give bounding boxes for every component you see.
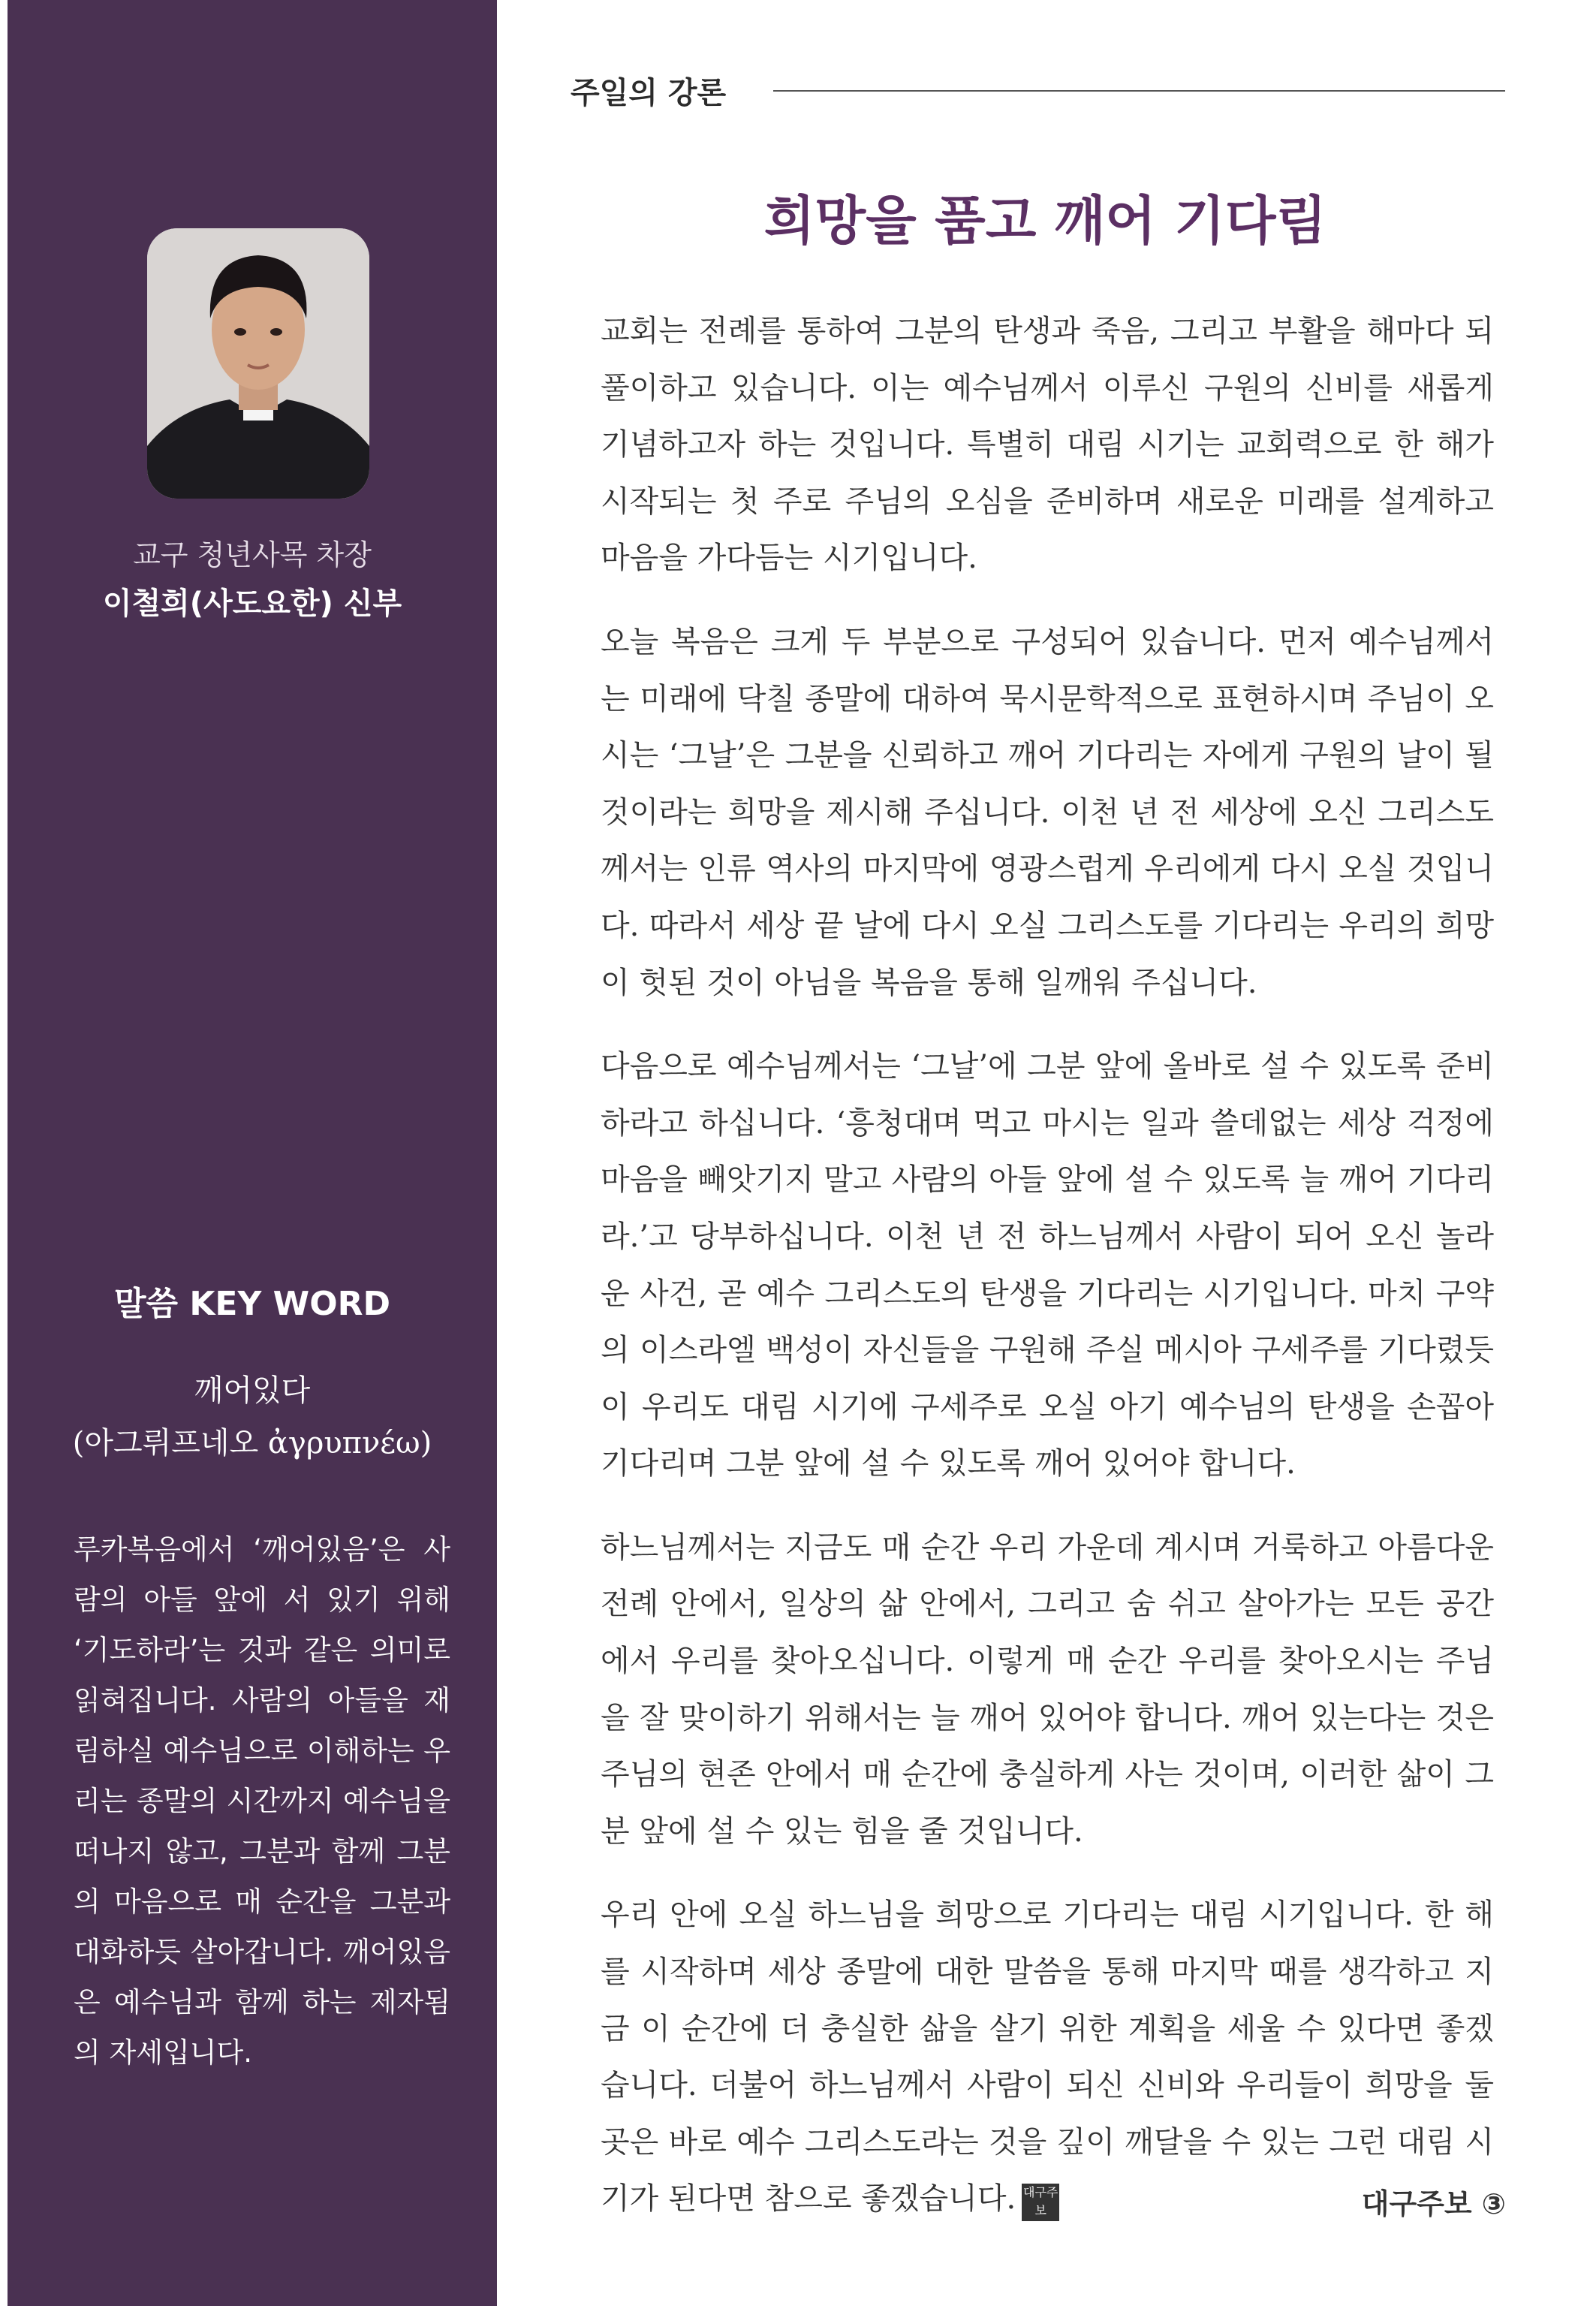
author-name: 이철희(사도요한) 신부 <box>102 586 402 621</box>
article-paragraph-4: 하느님께서는 지금도 매 순간 우리 가운데 계시며 거룩하고 아름다운 전례 안에서, 일상의 삶 안에서, 그리고 숨 쉬고 살아가는 모든 공간에서 우리를 찾아오십니다. 이렇게 매 순간 우리를 찾아오시는 주님을 잘 맞이하기 위해서는 늘 깨어 있어야 합니다. 깨어 있는다는 것은 주님의 현존 안에서 매 순간에 충실하게 사는 것이며, 이러한 삶이 그분 앞에 설 수 있는 힘을 줄 것입니다. <box>601 1530 1494 1849</box>
keyword-term: 깨어있다 <box>194 1373 311 1408</box>
section-divider <box>773 90 1505 92</box>
article-paragraph-5 <box>601 1887 1494 2228</box>
keyword-origin: (아그뤼프네오 ἀγρυπνέω) <box>72 1426 432 1460</box>
article-paragraph-3: 다음으로 예수님께서는 ‘그날’에 그분 앞에 올바로 설 수 있도록 준비하라고 하십니다. ‘흥청대며 먹고 마시는 일과 쓸데없는 세상 걱정에 마음을 빼앗기지 말고 사람의 아들 앞에 설 수 있도록 늘 깨어 기다리라.’고 당부하십니다. 이천 년 전 하느님께서 사람이 되어 오신 놀라운 사건, 곧 예수 그리스도의 탄생을 기다리는 시기입니다. 마치 구약의 이스라엘 백성이 자신들을 구원해 주실 메시아 구세주를 기다렸듯이 우리도 대림 시기에 구세주로 오실 아기 예수님의 탄생을 손꼽아 기다리며 그분 앞에 설 수 있도록 깨어 있어야 합니다. <box>601 1049 1494 1482</box>
sidebar <box>8 0 497 2306</box>
author-portrait-image <box>147 228 369 499</box>
article-body <box>601 303 1494 2255</box>
article-paragraph-5-text: 우리 안에 오실 하느님을 희망으로 기다리는 대림 시기입니다. 한 해를 시작하며 세상 종말에 대한 말씀을 통해 마지막 때를 생각하고 지금 이 순간에 더 충실한 삶을 살기 위한 계획을 세울 수 있다면 좋겠습니다. 더불어 하느님께서 사람이 되신 신비와 우리들이 희망을 둘 곳은 바로 예수 그리스도라는 것을 깊이 깨달을 수 있는 그런 대림 시기가 된다면 참으로 좋겠습니다. <box>601 1898 1494 2217</box>
page-footer: 대구주보 ③ <box>1361 2187 1506 2220</box>
article-paragraph-1: 교회는 전례를 통하여 그분의 탄생과 죽음, 그리고 부활을 해마다 되풀이하고 있습니다. 이는 예수님께서 이루신 구원의 신비를 새롭게 기념하고자 하는 것입니다. 특별히 대림 시기는 교회력으로 한 해가 시작되는 첫 주로 주님의 오심을 준비하며 새로운 미래를 설계하고 마음을 가다듬는 시기입니다. <box>601 314 1494 576</box>
keyword-explanation: 루카복음에서 ‘깨어있음’은 사람의 아들 앞에 서 있기 위해 ‘기도하라’는 것과 같은 의미로 읽혀집니다. 사람의 아들을 재림하실 예수님으로 이해하는 우리는 종말의 시간까지 예수님을 떠나지 않고, 그분과 함께 그분의 마음으로 매 순간을 그분과 대화하듯 살아갑니다. 깨어있음은 예수님과 함께 하는 제자됨의 자세입니다. <box>74 1533 450 2069</box>
author-role: 교구 청년사목 차장 <box>133 538 372 571</box>
article-paragraph-2: 오늘 복음은 크게 두 부분으로 구성되어 있습니다. 먼저 예수님께서는 미래에 닥칠 종말에 대하여 묵시문학적으로 표현하시며 주님이 오시는 ‘그날’은 그분을 신뢰하고 깨어 기다리는 자에게 구원의 날이 될 것이라는 희망을 제시해 주십니다. 이천 년 전 세상에 오신 그리스도께서는 인류 역사의 마지막에 영광스럽게 우리에게 다시 오실 것입니다. 따라서 세상 끝 날에 다시 오실 그리스도를 기다리는 우리의 희망이 헛된 것이 아님을 복음을 통해 일깨워 주십니다. <box>601 624 1494 1000</box>
author-photo <box>147 228 369 499</box>
article-title: 희망을 품고 깨어 기다림 <box>763 190 1327 252</box>
keyword-heading: 말씀 KEY WORD <box>114 1285 390 1323</box>
end-mark-logo: 대구주보 <box>1022 2184 1059 2221</box>
section-label: 주일의 강론 <box>571 76 727 110</box>
